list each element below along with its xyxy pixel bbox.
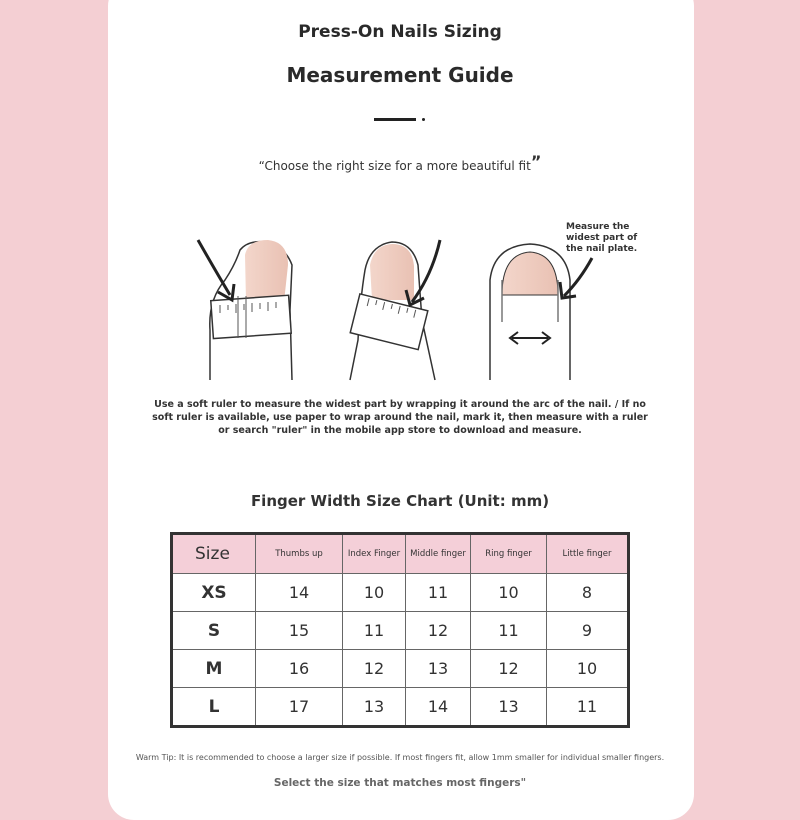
table-cell: 10 [547,650,629,688]
footer-note: Select the size that matches most fingers" [273,777,527,789]
table-cell: 12 [343,650,406,688]
table-header-row [172,534,629,574]
table-cell: 15 [256,612,343,650]
table-cell: 12 [471,650,547,688]
column-header-little: Little finger [547,534,629,574]
page-title: Press-On Nails Sizing [298,22,502,42]
table-row [172,612,629,650]
size-chart-table [170,532,630,728]
table-cell: 10 [471,574,547,612]
measurement-illustration [180,210,620,385]
column-header-middle: Middle finger [406,534,471,574]
table-row [172,650,629,688]
size-cell: S [172,612,256,650]
size-cell: L [172,688,256,727]
closing-quote-mark: ” [530,152,542,171]
size-cell: M [172,650,256,688]
measure-note: Measure the widest part of the nail plate. [566,222,638,254]
finger-2-drawing [350,240,440,380]
page-subtitle: Measurement Guide [286,63,514,87]
ruler-band-1 [211,295,291,338]
table-cell: 11 [471,612,547,650]
column-header-thumb: Thumbs up [256,534,343,574]
title-divider [374,118,416,121]
title-divider-dot [422,118,425,121]
table-cell: 12 [406,612,471,650]
table-cell: 16 [256,650,343,688]
table-cell: 14 [256,574,343,612]
table-cell: 17 [256,688,343,727]
table-cell: 9 [547,612,629,650]
column-header-size: Size [172,534,256,574]
table-row [172,574,629,612]
table-cell: 8 [547,574,629,612]
table-cell: 13 [343,688,406,727]
column-header-ring: Ring finger [471,534,547,574]
table-cell: 10 [343,574,406,612]
table-cell: 11 [343,612,406,650]
warm-tip: Warm Tip: It is recommended to choose a larger size if possible. If most fingers fit, allow 1mm smaller for individual smaller fingers. [135,753,665,762]
table-cell: 13 [471,688,547,727]
tagline-quote [0,152,800,173]
finger-3-drawing [490,244,592,380]
measurement-instructions: Use a soft ruler to measure the widest part by wrapping it around the arc of the nail. / If no soft ruler is available, use paper to wrap around the nail, mark it, then measure with a ruler or search "ruler" in the mobile app store to download and measure. [152,399,648,436]
table-cell: 13 [406,650,471,688]
size-cell: XS [172,574,256,612]
table-row [172,688,629,727]
finger-1-drawing [198,240,292,380]
table-cell: 11 [547,688,629,727]
table-cell: 11 [406,574,471,612]
tagline-text: “Choose the right size for a more beautiful fit [258,159,531,173]
chart-title: Finger Width Size Chart (Unit: mm) [250,492,550,510]
column-header-index: Index Finger [343,534,406,574]
table-cell: 14 [406,688,471,727]
